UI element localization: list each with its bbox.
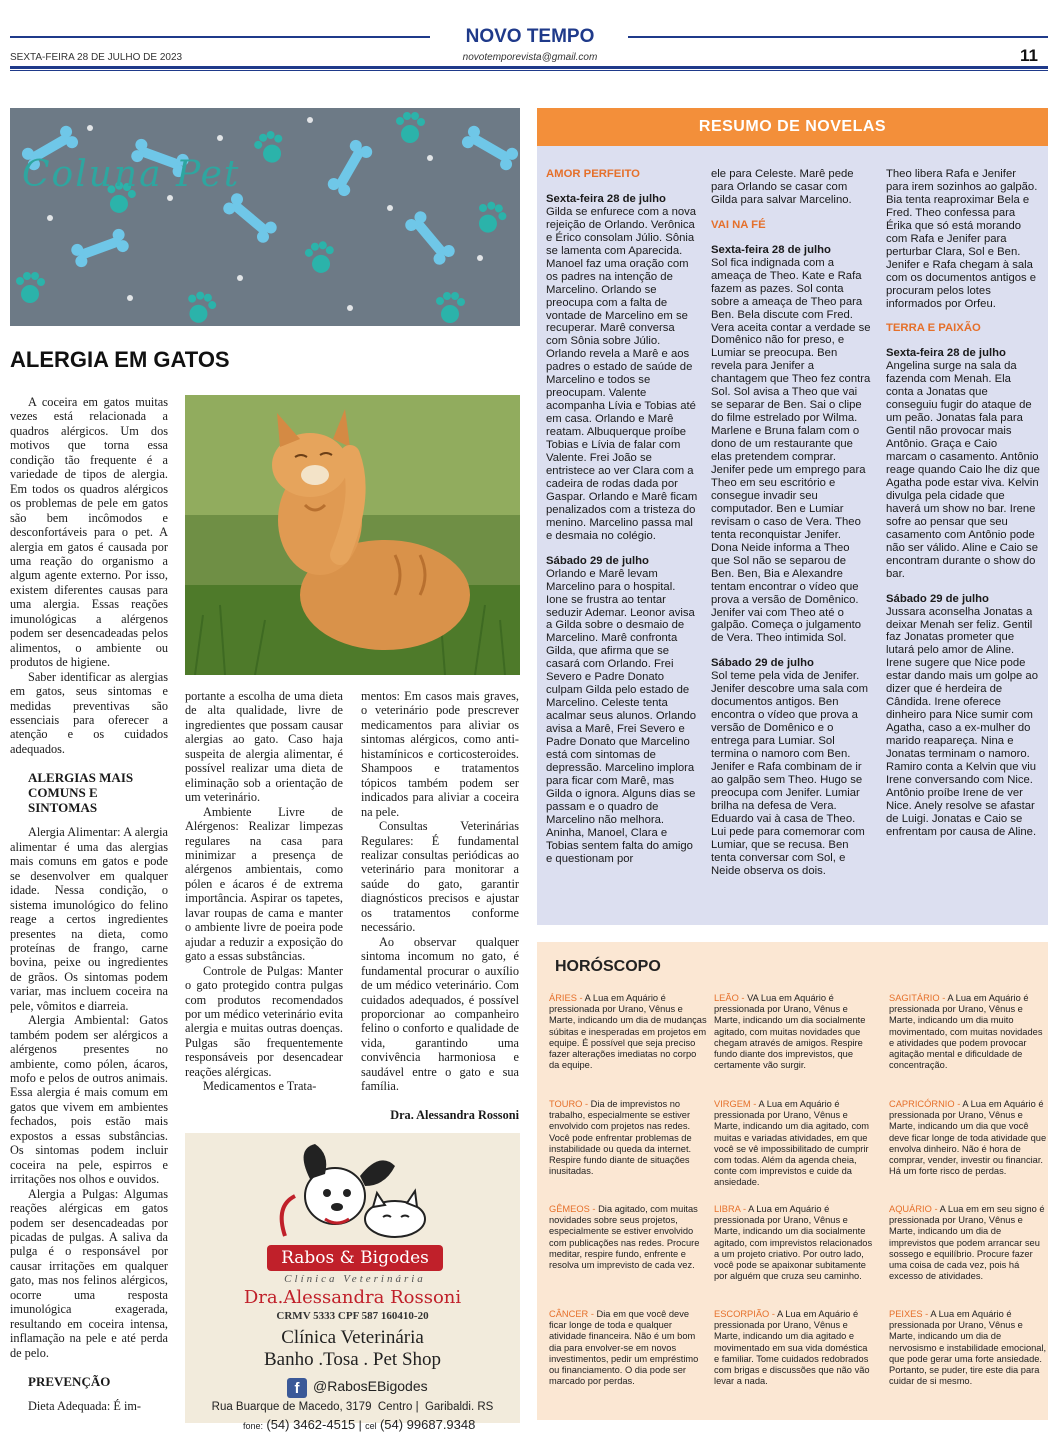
novela-day: Sexta-feira 28 de julho [546,192,666,205]
masthead-rule-left [10,36,430,38]
clinic-line-1: Clínica Veterinária [281,1327,424,1348]
separator: - [954,1099,963,1109]
section-heading-prevencao: PREVENÇÃO [28,1374,111,1390]
horoscope-text: Dia de imprevistos no trabalho, especialmente se estiver envolvido com projetos nas redes. Você pode enfrentar problemas de instabilidade ou queda da internet. Respire fundo diante de situações inusitadas. [549,1099,692,1177]
masthead-rule-right [628,36,1048,38]
horoscope-entry [889,993,1049,1071]
cel-number[interactable]: (54) 99687.9348 [379,1417,476,1432]
brand-plate [267,1245,443,1271]
novela-title: TERRA E PAIXÃO [886,322,981,335]
separator: - [939,993,948,1003]
zodiac-sign: SAGITÁRIO [889,993,940,1003]
article-column-1 [10,395,168,1414]
zodiac-sign: PEIXES [889,1309,923,1319]
header-rule [10,66,1048,69]
zodiac-sign: CAPRICÓRNIO [889,1099,955,1109]
separator: - [738,993,748,1003]
novela-summary: Sol fica indignada com a ameaça de Theo. Kate e Rafa fazem as pazes. Sol conta sobre a ameaça de Theo para Ben. Bela discute com Fred. Vera aceita contar a verdade se Domênico não for preso, e Lumiar se preocupa. Ben revela para Jenifer a chantagem que Theo fez contra Sol. Sol avisa a Theo que vai se separar de Ben. Sai o clipe do filme estrelado por Wilma. Marlene e Bruna falam com o dono de um restaurante que elas pretendem comprar. Jenifer pede um emprego para Theo em seu escritório e consegue invadir seu computador. Ben e Lumiar revisam o caso de Vera. Theo tenta reconquistar Jenifer. Dona Neide informa a Theo que Sol não se separou de Ben. Ben, Bia e Alexandre tentam encontrar o vídeo que prova a versão de Domênico. Jenifer vai com Theo até o galpão. Começa o julgamento de Vera. Theo intimida Sol. [711,256,871,645]
novela-summary: Orlando e Marê levam Marcelino para o hospital. Ione se frustra ao tentar seduzir Ademar. Leonor avisa a Gilda sobre o desmaio de Marcelino. Marê confronta Gilda, que afirma que se casará com Orlando. Frei Severo e Padre Donato culpam Gilda pelo estado de Marcelino. Celeste tenta acalmar seus alunos. Orlando avisa a Marê, Frei Severo e Padre Donato que Marcelino está com sintomas de depressão. Marcelino implora para ficar com Marê, mas Gilda o ignora. Alguns dias se passam e o quadro de Marcelino não melhora. Aninha, Manoel, Clara e Tobias sentem falta do amigo e questionam por [546,567,697,865]
zodiac-sign: CÂNCER [549,1309,589,1319]
article-paragraph: Saber identificar as alergias em gatos, seus sintomas e medidas preventivas são essenciais para oferecer a atenção e os cuidados adequados. [10,669,168,756]
separator: - [922,1309,931,1319]
separator: - [750,1099,759,1109]
article-paragraph: Controle de Pulgas: Manter o gato protegido contra pulgas com produtos recomendados por um médico veterinário evita alergia e muitas outras doenças. Pulgas são frequentemente responsáveis por desencadear reações alérgicas. [185,963,343,1079]
cel-label: cel [365,1421,377,1431]
horoscope-entry [714,1204,874,1282]
article-column-3 [361,689,519,1122]
spacer [546,543,698,555]
horoscope-text: Dia agitado, com muitas novidades sobre seus projetos, especialmente se estiver envolvido com publicações nas redes. Procure meditar, respire fundo, enfrente e resolva um imprevisto de cada vez. [549,1204,700,1271]
coluna-pet-banner [10,108,520,326]
zodiac-sign: ESCORPIÃO [714,1309,770,1319]
horoscope-text: A Lua em Aquário é pressionada por Urano, Vênus e Marte, indicando um dia agitado, com muitas e variadas atividades, em que você se vê impossibilitado de cumprir com todas. Além da agenda cheia, conte com imprevistos e cuide da ansiedade. [714,1099,870,1188]
clinic-phones: fone: (54) 3462-4515 | cel (54) 99687.9348 [243,1417,476,1432]
paw-bone-pattern [10,108,520,326]
article-author: Dra. Alessandra Rossoni [390,1107,519,1122]
horoscopo-title: HORÓSCOPO [555,958,661,975]
banner-title: Coluna Pet [22,154,241,195]
crmv-number: CRMV 5333 CPF 587 160410-20 [276,1310,429,1322]
article-paragraph: Alergia a Pulgas: Algumas reações alérgicas em gatos podem ser desencadeadas por picadas de pulgas. A saliva da pulga é o responsável por causar irritações em qualquer gato, mas nos felinos alérgicos, ocorre uma resposta imunológica exagerada, resultando em coceira intensa, inflamação na pele e até perda de pelo. [10,1186,168,1360]
contact-email[interactable]: novotemporevista@gmail.com [462,52,598,63]
horoscope-entry [714,993,874,1071]
separator: - [769,1309,778,1319]
article-paragraph: A coceira em gatos muitas vezes está relacionada a quadros alérgicos. Um dos motivos que torna essa condição tão frequente é a variedade de tipos de alergia. Em todos os quadros alérgicos os problemas de pele em gatos são bem incômodos e desconfortáveis para o pet. A alergia em gatos é causada por uma reação do organismo a algum agente externo. Por isso, existem diferentes causas para uma alergia. Essas reações imunológicas a alérgenos podem ser desencadeadas pelos alimentos, o ambiente ou produtos de higiene. [10,395,168,670]
horoscope-entry [549,993,709,1071]
brand-name: Rabos & Bigodes [281,1248,429,1268]
zodiac-sign: LEÃO [714,993,739,1003]
horoscope-entry [549,1099,709,1177]
novela-title: AMOR PERFEITO [546,168,640,180]
horoscope-text: A Lua em Aquário é pressionada por Urano, Vênus e Marte, indicando um dia agitado e movimentado em sua vida doméstica e familiar. Tome cuidados redobrados com brigas e discussões que não vão levar a nada. [714,1309,870,1387]
clinic-line-2: Banho .Tosa . Pet Shop [263,1349,442,1370]
article-paragraph: Ao observar qualquer sintoma incomum no gato, é fundamental procurar o auxílio de um médico veterinário. Com cuidados adequados, é possível proporcionar ao companheiro felino o conforto e qualidade de vida, garantindo uma convivência harmoniosa e saudável entre o gato e sua família. [361,934,519,1094]
fone-number[interactable]: (54) 3462-4515 [266,1417,356,1432]
brand-subtitle: Clínica Veterinária [284,1273,426,1285]
article-paragraph: portante a escolha de uma dieta de alta qualidade, livre de ingredientes que possam causar alergias ao gato. Caso haja suspeita de alergia alimentar, é possível realizar uma dieta de eliminação sob a orientação de um veterinário. [185,689,343,805]
page-number: 11 [1020,46,1038,65]
novelas-column-1 [546,168,698,866]
novelas-header-title: RESUMO DE NOVELAS [698,118,887,135]
horoscope-entry [714,1099,874,1189]
issue-date: SEXTA-FEIRA 28 DE JULHO DE 2023 [10,52,183,63]
dog-cat-logo [265,1141,445,1241]
novela-day: Sexta-feira 28 de julho [886,347,1006,360]
horoscope-text: A Lua em Aquário é pressionada por Urano, Vênus e Marte, indicando um dia que você deve ficar longe de toda atividade que envolva dinheiro. Não é hora de comprar, vender, investir ou financiar. Há um forte risco de perdas. [889,1099,1047,1177]
novela-day: Sexta-feira 28 de julho [711,243,831,256]
spacer [711,645,871,657]
horoscope-entry [889,1309,1049,1387]
novelas-header [537,108,1048,146]
zodiac-sign: ÁRIES [549,993,577,1003]
separator: - [589,1204,599,1214]
novela-day: Sábado 29 de julho [711,657,814,670]
article-paragraph: Medicamentos e Trata- [203,1079,317,1094]
zodiac-sign: GÊMEOS [549,1204,590,1214]
horoscope-text: A Lua em Aquário é pressionada por Urano, Vênus e Marte, indicando um dia muito movimentado, com muitas novidades e atividades que podem provocar agitação mental e dificuldade de concentração. [889,993,1043,1071]
separator: - [931,1204,940,1214]
separator: - [576,993,585,1003]
zodiac-sign: VIRGEM [714,1099,751,1109]
fone-label: fone: [243,1421,264,1431]
doctor-name: Dra.Alessandra Rossoni [243,1287,462,1308]
clinic-address: Rua Buarque de Macedo, 3179 Centro | Garibaldi. RS [211,1401,494,1413]
novela-summary: Angelina surge na sala da fazenda com Menah. Ela conta a Jonatas que conseguiu fugir do ataque de um peão. Jonatas fala para Gentil não provocar mais Antônio. Graça e Caio marcam o casamento. Antônio reage quando Caio lhe diz que Agatha pode estar viva. Kelvin divulga pela cidade que haverá um show no bar. Irene sofre ao pensar que seu casamento com Antônio pode não ser válido. Aline e Caio se encontram durante o show do bar. [886,360,1040,580]
clinic-advertisement[interactable] [185,1133,520,1432]
separator: - [588,1309,597,1319]
novela-summary: ele para Celeste. Marê pede para Orlando se casar com Gilda para salvar Marcelino. [711,168,854,206]
cat-scratching-photo [185,395,520,675]
spacer [886,581,1041,593]
horoscope-text: VA Lua em Aquário é pressionada por Urano, Vênus e Marte, indicando um dia socialmente agitado, com muitas novidades que chegam através de amigos. Respire fundo diante dos imprevistos, que certamente vão surgir. [714,993,866,1071]
separator: - [740,1204,749,1214]
horoscope-entry [549,1309,709,1387]
separator: - [582,1099,591,1109]
horoscope-entry [889,1204,1049,1282]
section-heading-alergias: ALERGIAS MAIS COMUNS E SINTOMAS [28,770,134,816]
article-paragraph: Alergia Alimentar: A alergia alimentar é uma das alergias mais comuns em gatos e pode se desenvolver em qualquer idade. Nessa condição, o sistema imunológico do felino reage a certos ingredientes presentes na dieta, como proteínas de frango, carne bovina, peixe ou ingredientes de grãos. Os sintomas podem variar, mas incluem coceira na pele, vômitos e diarreia. [10,825,168,1013]
spacer [886,310,1041,322]
novela-summary: Theo libera Rafa e Jenifer para irem sozinhos ao galpão. Bia tenta reaproximar Bela e Fred. Theo confessa para Érika que só está morando com Rafa e Jenifer para perturbar Clara, Sol e Ben. Jenifer e Rafa chegam à sala com os documentos antigos e procuram pelos lotes informados por Orfeu. [886,168,1038,310]
novela-day: Sábado 29 de julho [886,592,989,605]
novela-summary: Sol teme pela vida de Jenifer. Jenifer descobre uma sala com documentos antigos. Ben encontra o vídeo que prova a versão de Domênico e o entrega para Lumiar. Sol termina o namoro com Ben. Jenifer e Rafa combinam de ir ao galpão sem Theo. Hugo se preocupa com Jenifer. Lumiar brilha na defesa de Vera. Eduardo vai à casa de Theo. Lui pede para comemorar com Lumiar, que se recusa. Ben tenta conversar com Sol, e Neide observa os dois. [711,670,868,877]
zodiac-sign: AQUÁRIO [889,1204,932,1214]
horoscope-text: A Lua em Aquário é pressionada por Urano, Vênus e Marte, indicando um dia socialmente agitado, com imprevistos relacionados a um projeto criativo. Por outro lado, você pode se apaixonar subitamente por alguém que cruza seu caminho. [714,1204,873,1282]
article-paragraph: Ambiente Livre de Alérgenos: Realizar limpezas regulares na casa para minimizar a presença de alérgenos ambientais, como pólen e ácaros é de extrema importância. Aspirar os tapetes, lavar roupas de cama e manter o ambiente livre de poeira pode ajudar a reduzir a exposição do gato a essas substâncias. [185,804,343,964]
zodiac-sign: TOURO [549,1099,583,1109]
novela-day: Sábado 29 de julho [546,554,649,567]
horoscope-entry [714,1309,874,1387]
novelas-column-3 [886,168,1041,839]
facebook-handle[interactable]: @RabosEBigodes [313,1378,428,1394]
article-column-2 [185,689,343,1094]
header-rule-thin [10,70,1048,71]
facebook-icon: f [287,1378,307,1398]
article-paragraph: Alergia Ambiental: Gatos também podem ser alérgicos a alérgenos presentes no ambiente, como pólen, ácaros, mofo e pelos de outros animais. Essa alergia é mais comum em gatos que vivem em ambientes fechados, pois estão mais expostos a essas substâncias. Os sintomas podem incluir coceira na pele, espirros e irritações nos olhos e ouvidos. [10,1013,168,1187]
horoscope-entry [549,1204,709,1271]
horoscope-text: Dia em que você deve ficar longe de toda e qualquer atividade financeira. Não é um bom dia para envolver-se em novos investimentos, pedir um empréstimo ou financiamento. O dia pode ser marcado por perdas. [549,1309,699,1387]
horoscope-text: A Lua em Aquário é pressionada por Urano, Vênus e Marte, indicando um dia de nervosismo e instabilidade emocional, que pode gerar uma forte ansiedade. Portanto, se puder, tire este dia para cuidar de si mesmo. [889,1309,1047,1387]
horoscope-text: A Lua em Aquário é pressionada por Urano, Vênus e Marte, indicando um dia de mudanças súbitas e inesperadas em projetos em equipe. É possível que seja preciso fazer alterações imediatas no corpo da equipe. [549,993,707,1071]
spacer [711,207,871,219]
article-title: ALERGIA EM GATOS [10,347,230,372]
novela-summary: Gilda se enfurece com a nova rejeição de Orlando. Verônica e Érico consolam Júlio. Sônia se lamenta com Aparecida. Manoel faz uma oração com os padres na intenção de Marcelino. Orlando se preocupa com a falta de vontade de Marcelino em se recuperar. Marê conversa com Sônia sobre Júlio. Orlando revela a Marê e aos padres o estado de saúde de Marcelino e todos se preocupam. Valente acompanha Lívia e Tobias até em casa. Orlando e Marê reatam. Albuquerque proíbe Tobias e Lívia de falar com Valente. Frei João se entristece ao ver Clara com a cadeira de rodas dada por Gaspar. Orlando e Marê ficam penalizados com a tristeza do menino. Marcelino passa mal e desmaia no colégio. [546,205,698,542]
horoscope-entry [889,1099,1049,1177]
article-paragraph: Consultas Veterinárias Regulares: É fundamental realizar consultas periódicas ao veterinário para monitorar a saúde do gato, garantir diagnósticos precisos e ajustar os tratamentos conforme necessário. [361,819,519,935]
novela-summary: Jussara aconselha Jonatas a deixar Menah ser feliz. Gentil faz Jonatas prometer que lutará pelo amor de Aline. Irene sugere que Nice pode estar dando mais um golpe ao dizer que é herdeira de Cândida. Irene oferece dinheiro para Nice sumir com Agatha, caso a ex-mulher do marido reapareça. Nina e Jonatas terminam o namoro. Ramiro conta a Kelvin que viu Irene conversando com Nice. Antônio proíbe Irene de ver Nice. Anely resolve se afastar de Luigi. Jonatas e Caio se enfrentam por causa de Aline. [886,605,1038,838]
newspaper-title: NOVO TEMPO [465,26,595,47]
horoscope-text: A Lua em em seu signo é pressionada por Urano, Vênus e Marte, indicando um dia de imprevistos que podem arrancar seu sossego e equilíbrio. Procure fazer uma coisa de cada vez, pois há excesso de atividades. [889,1204,1045,1282]
article-paragraph: mentos: Em casos mais graves, o veterinário pode prescrever medicamentos para aliviar os sintomas alérgicos, como anti-histamínicos e corticosteroides. Shampoos e tratamentos tópicos também podem ser indicados para aliviar a coceira na pele. [361,689,519,819]
novelas-column-2 [711,168,871,878]
zodiac-sign: LIBRA [714,1204,741,1214]
article-paragraph: Dieta Adequada: É im- [28,1399,142,1414]
novela-title: VAI NA FÉ [711,218,766,231]
